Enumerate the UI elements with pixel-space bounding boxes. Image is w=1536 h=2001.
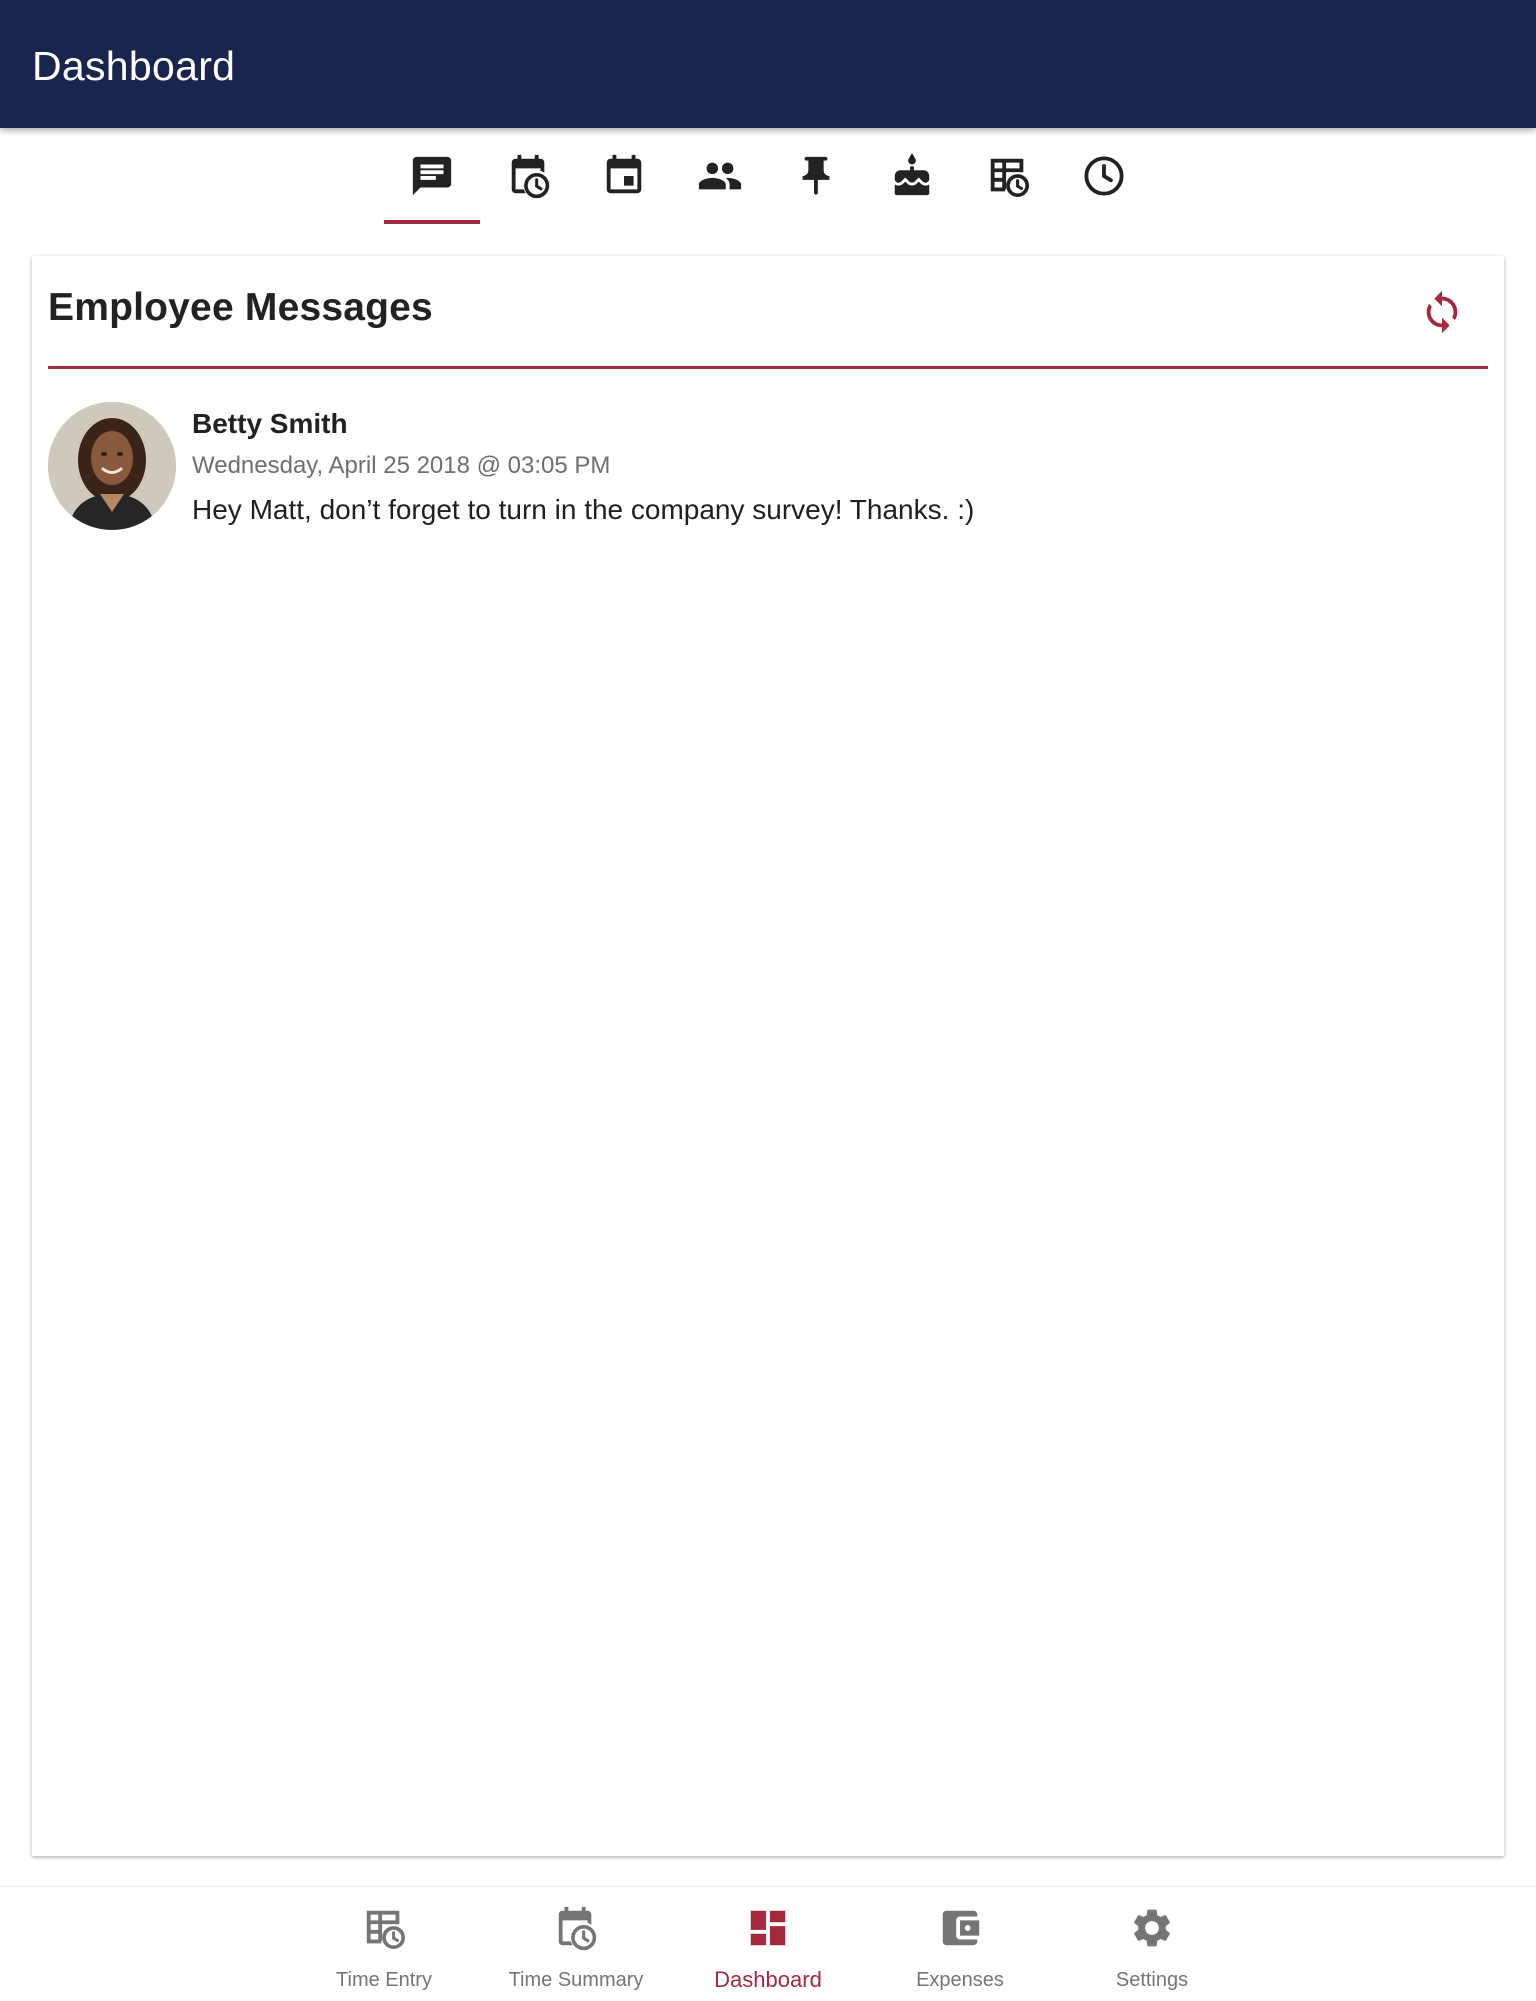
message-item[interactable] — [48, 402, 1478, 532]
cake-icon — [889, 153, 935, 199]
nav-time-summary[interactable] — [480, 1887, 672, 2001]
avatar-photo — [48, 402, 176, 530]
card-divider — [48, 366, 1488, 369]
nav-expenses[interactable] — [864, 1887, 1056, 2001]
table-clock-icon — [985, 153, 1031, 199]
bottom-navigation — [0, 1886, 1536, 2001]
pin-icon — [793, 153, 839, 199]
table-clock-icon — [361, 1905, 407, 1951]
people-icon — [697, 153, 743, 199]
tab-time-summary[interactable] — [481, 128, 577, 224]
tab-birthdays[interactable] — [864, 128, 960, 224]
refresh-button[interactable] — [1414, 284, 1470, 340]
dashboard-tab-bar — [0, 128, 1536, 228]
nav-label: Time Summary — [508, 1969, 644, 1991]
avatar — [48, 402, 176, 530]
tab-calendar[interactable] — [576, 128, 672, 224]
tab-employees[interactable] — [672, 128, 768, 224]
message-icon — [409, 153, 455, 199]
tab-time-entry[interactable] — [960, 128, 1056, 224]
dashboard-icon — [745, 1905, 791, 1951]
calendar-clock-icon — [553, 1905, 599, 1951]
tab-timeclock[interactable] — [1056, 128, 1152, 224]
message-timestamp: Wednesday, April 25 2018 @ 03:05 PM — [192, 452, 611, 479]
refresh-icon — [1419, 289, 1465, 335]
nav-time-entry[interactable] — [288, 1887, 480, 2001]
app-bar — [0, 0, 1536, 128]
nav-label: Expenses — [916, 1969, 1004, 1991]
gear-icon — [1129, 1905, 1175, 1951]
nav-settings[interactable] — [1056, 1887, 1248, 2001]
card-title: Employee Messages — [48, 286, 433, 329]
nav-dashboard[interactable] — [672, 1887, 864, 2001]
clock-icon — [1081, 153, 1127, 199]
calendar-clock-icon — [506, 153, 552, 199]
page-title: Dashboard — [32, 43, 236, 89]
message-author: Betty Smith — [192, 408, 348, 439]
employee-messages-card — [32, 256, 1504, 1856]
nav-label: Time Entry — [336, 1969, 432, 1991]
message-body: Hey Matt, don’t forget to turn in the company survey! Thanks. :) — [192, 494, 975, 525]
tab-pinned[interactable] — [768, 128, 864, 224]
wallet-icon — [937, 1905, 983, 1951]
calendar-event-icon — [601, 153, 647, 199]
nav-label: Dashboard — [714, 1967, 822, 1992]
tab-messages[interactable] — [384, 128, 480, 224]
nav-label: Settings — [1115, 1969, 1189, 1991]
